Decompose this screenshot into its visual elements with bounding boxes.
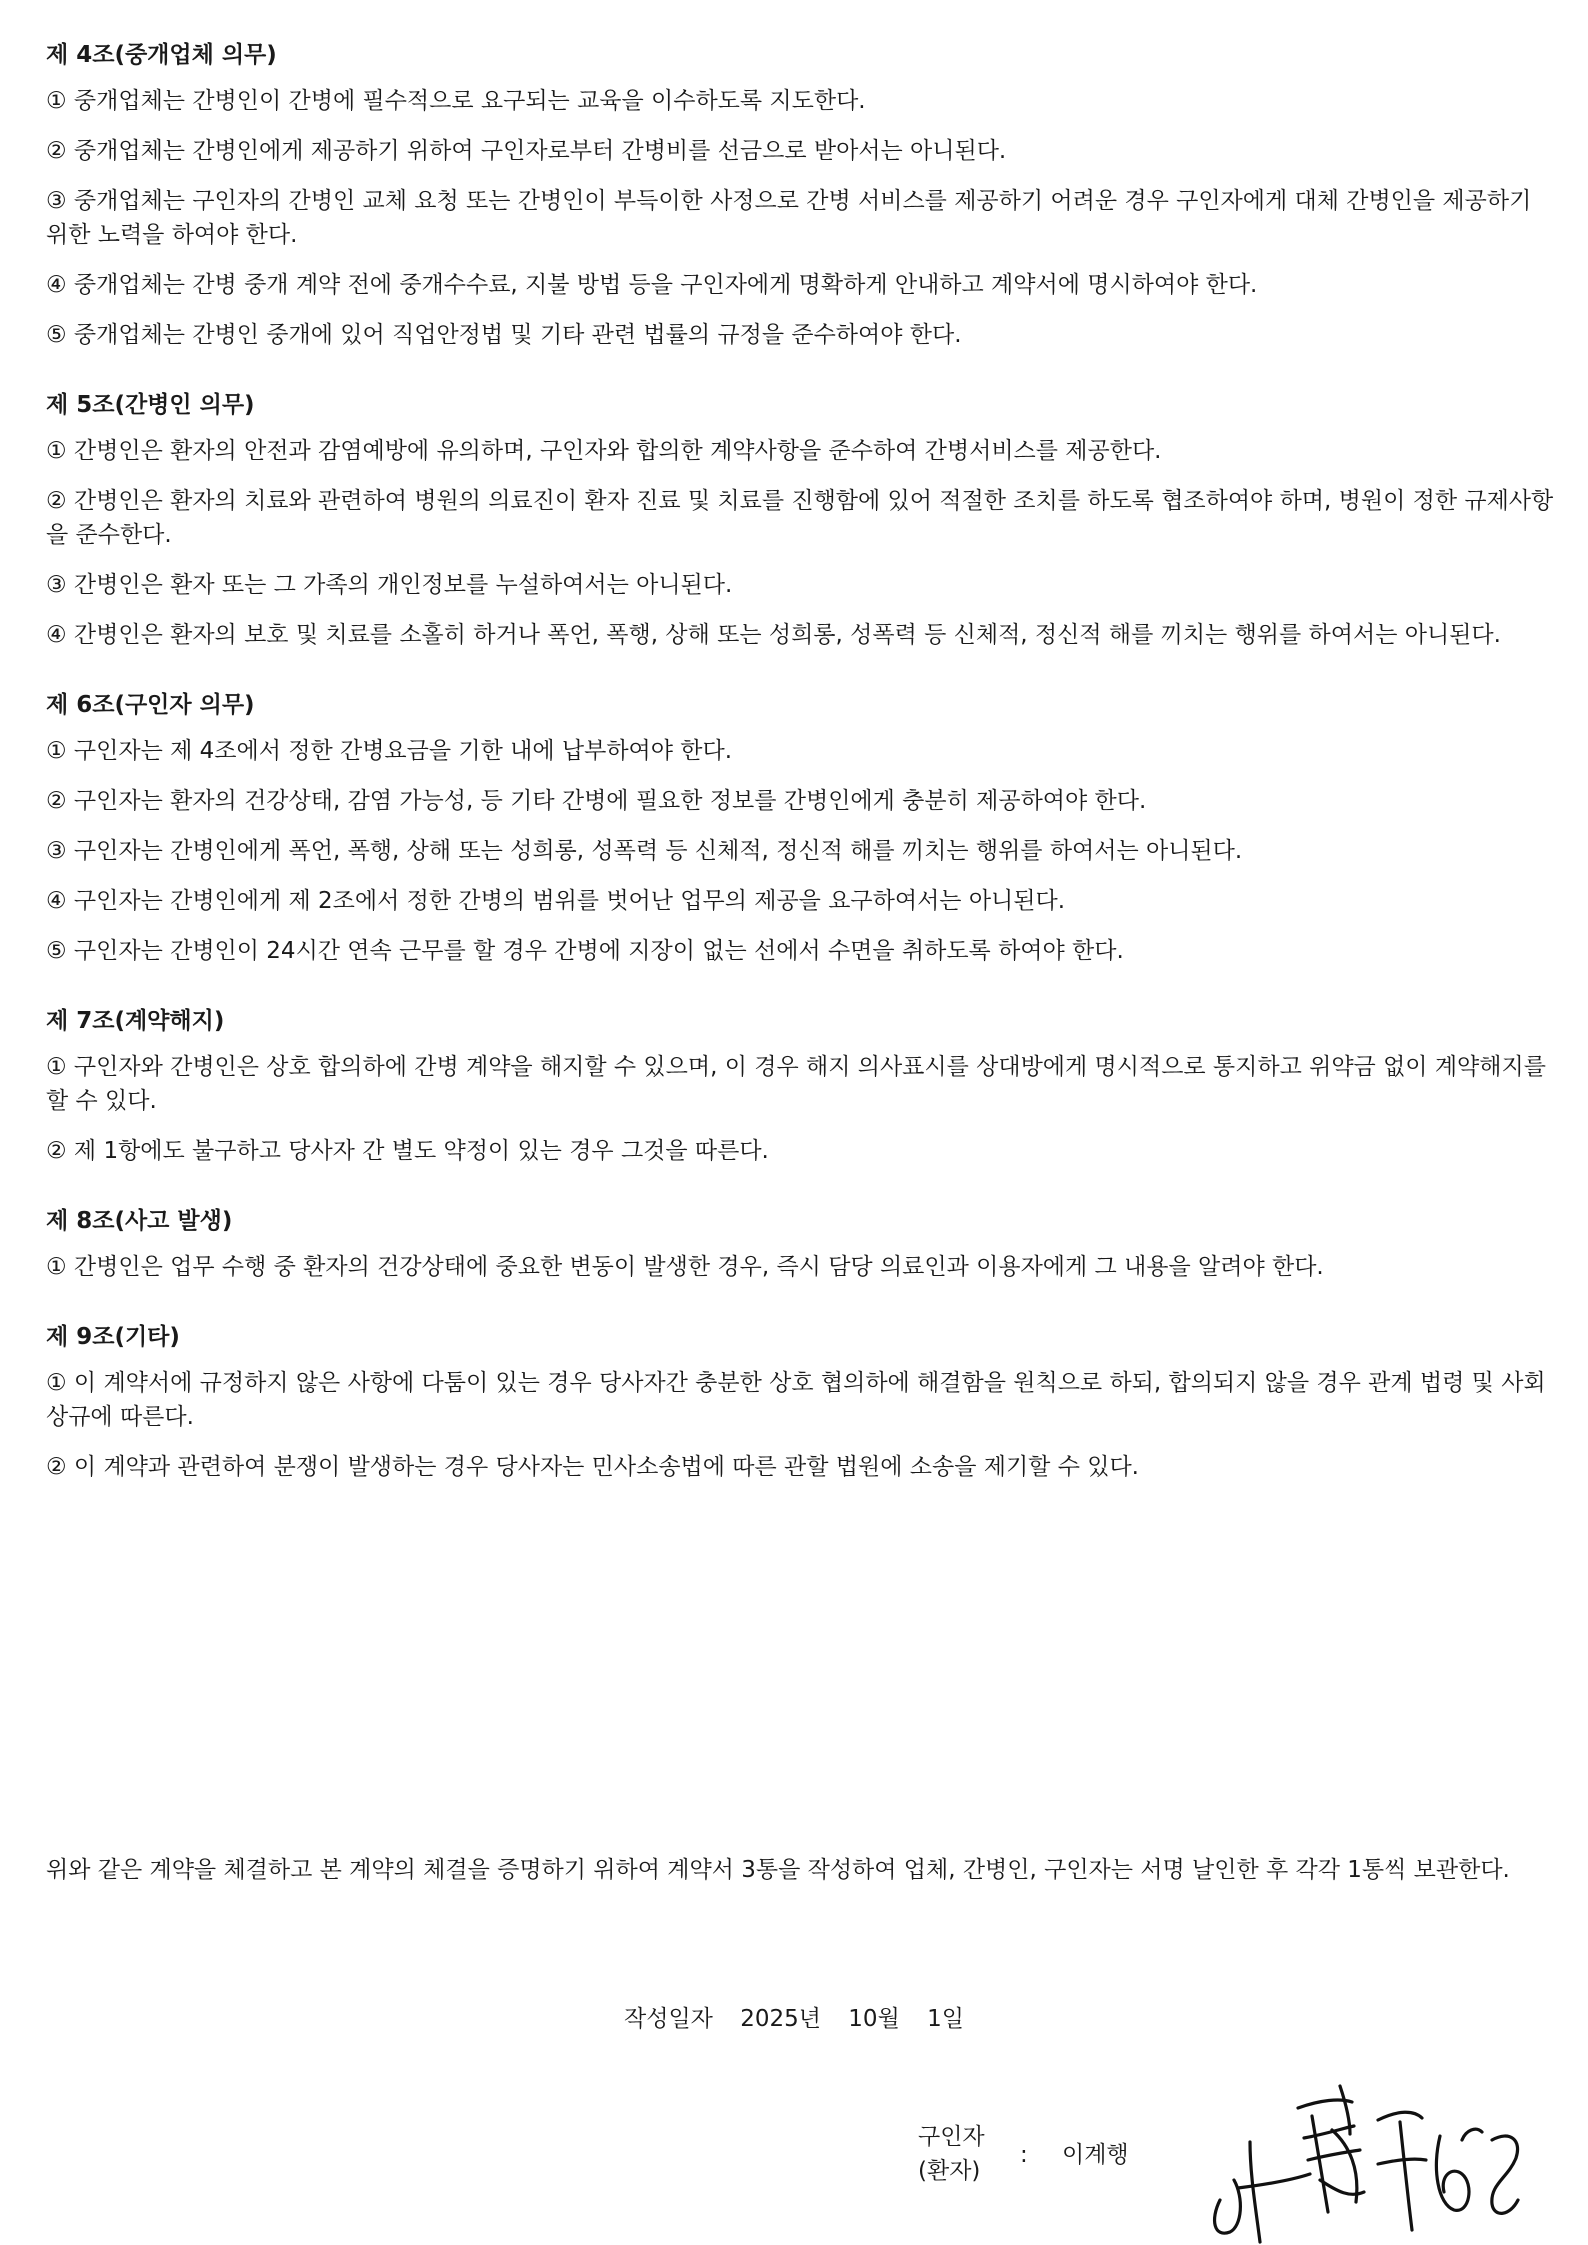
signatory-colon: : <box>1020 2142 1028 2168</box>
article-clause: ④ 중개업체는 간병 중개 계약 전에 중개수수료, 지불 방법 등을 구인자에게 명확하게 안내하고 계약서에 명시하여야 한다. <box>46 272 1258 298</box>
article-clause: ③ 간병인은 환자 또는 그 가족의 개인정보를 누설하여서는 아니된다. <box>46 572 733 598</box>
article-clause: ① 이 계약서에 규정하지 않은 사항에 다툼이 있는 경우 당사자간 충분한 상호 협의하에 해결함을 원칙으로 하되, 합의되지 않을 경우 관계 법령 및 사회상규에 따른다. <box>46 1370 1546 1430</box>
article-clause: ① 구인자와 간병인은 상호 합의하에 간병 계약을 해지할 수 있으며, 이 경우 해지 의사표시를 상대방에게 명시적으로 통지하고 위약금 없이 계약해지를 할 수 있다. <box>46 1054 1546 1114</box>
article-title: 제 8조(사고 발생) <box>46 1208 233 1234</box>
article-clause: ③ 구인자는 간병인에게 폭언, 폭행, 상해 또는 성희롱, 성폭력 등 신체적, 정신적 해를 끼치는 행위를 하여서는 아니된다. <box>46 838 1243 864</box>
handwritten-signature <box>1200 2080 1530 2245</box>
date-line <box>0 2002 1588 2036</box>
contract-body <box>46 38 1556 1520</box>
article-clause: ③ 중개업체는 구인자의 간병인 교체 요청 또는 간병인이 부득이한 사정으로 간병 서비스를 제공하기 어려운 경우 구인자에게 대체 간병인을 제공하기 위한 노력을 하여야 한다. <box>46 188 1532 248</box>
date-day: 1일 <box>927 2006 964 2032</box>
article-clause: ⑤ 구인자는 간병인이 24시간 연속 근무를 할 경우 간병에 지장이 없는 선에서 수면을 취하도록 하여야 한다. <box>46 938 1124 964</box>
article-clause: ⑤ 중개업체는 간병인 중개에 있어 직업안정법 및 기타 관련 법률의 규정을 준수하여야 한다. <box>46 322 962 348</box>
article-clause: ② 중개업체는 간병인에게 제공하기 위하여 구인자로부터 간병비를 선금으로 받아서는 아니된다. <box>46 138 1007 164</box>
signatory-role-line2: (환자) <box>918 2158 981 2184</box>
signatory-name: 이계행 <box>1062 2142 1129 2168</box>
article-clause: ④ 구인자는 간병인에게 제 2조에서 정한 간병의 범위를 벗어난 업무의 제공을 요구하여서는 아니된다. <box>46 888 1066 914</box>
article-clause: ① 간병인은 업무 수행 중 환자의 건강상태에 중요한 변동이 발생한 경우, 즉시 담당 의료인과 이용자에게 그 내용을 알려야 한다. <box>46 1254 1324 1280</box>
article-section <box>46 688 1556 968</box>
article-title: 제 9조(기타) <box>46 1324 180 1350</box>
article-section <box>46 1320 1556 1484</box>
date-month: 10월 <box>848 2006 900 2032</box>
article-clause: ① 구인자는 제 4조에서 정한 간병요금을 기한 내에 납부하여야 한다. <box>46 738 733 764</box>
article-clause: ② 간병인은 환자의 치료와 관련하여 병원의 의료진이 환자 진료 및 치료를 진행함에 있어 적절한 조치를 하도록 협조하여야 하며, 병원이 정한 규제사항을 준수한다. <box>46 488 1554 548</box>
article-section <box>46 1004 1556 1168</box>
article-clause: ④ 간병인은 환자의 보호 및 치료를 소홀히 하거나 폭언, 폭행, 상해 또는 성희롱, 성폭력 등 신체적, 정신적 해를 끼치는 행위를 하여서는 아니된다. <box>46 622 1501 648</box>
article-clause: ② 제 1항에도 불구하고 당사자 간 별도 약정이 있는 경우 그것을 따른다. <box>46 1138 769 1164</box>
article-title: 제 5조(간병인 의무) <box>46 392 255 418</box>
article-clause: ② 구인자는 환자의 건강상태, 감염 가능성, 등 기타 간병에 필요한 정보를 간병인에게 충분히 제공하여야 한다. <box>46 788 1147 814</box>
article-title: 제 7조(계약해지) <box>46 1008 225 1034</box>
article-clause: ① 간병인은 환자의 안전과 감염예방에 유의하며, 구인자와 합의한 계약사항을 준수하여 간병서비스를 제공한다. <box>46 438 1162 464</box>
closing-statement: 위와 같은 계약을 체결하고 본 계약의 체결을 증명하기 위하여 계약서 3통을 작성하여 업체, 간병인, 구인자는 서명 날인한 후 각각 1통씩 보관한다. <box>46 1857 1510 1883</box>
signatory-role-line1: 구인자 <box>918 2124 985 2150</box>
article-title: 제 4조(중개업체 의무) <box>46 42 277 68</box>
article-clause: ① 중개업체는 간병인이 간병에 필수적으로 요구되는 교육을 이수하도록 지도한다. <box>46 88 866 114</box>
article-clause: ② 이 계약과 관련하여 분쟁이 발생하는 경우 당사자는 민사소송법에 따른 관할 법원에 소송을 제기할 수 있다. <box>46 1454 1139 1480</box>
date-label: 작성일자 <box>624 2006 713 2032</box>
article-section <box>46 38 1556 352</box>
article-section <box>46 1204 1556 1284</box>
article-section <box>46 388 1556 652</box>
date-year: 2025년 <box>740 2006 821 2032</box>
article-title: 제 6조(구인자 의무) <box>46 692 255 718</box>
